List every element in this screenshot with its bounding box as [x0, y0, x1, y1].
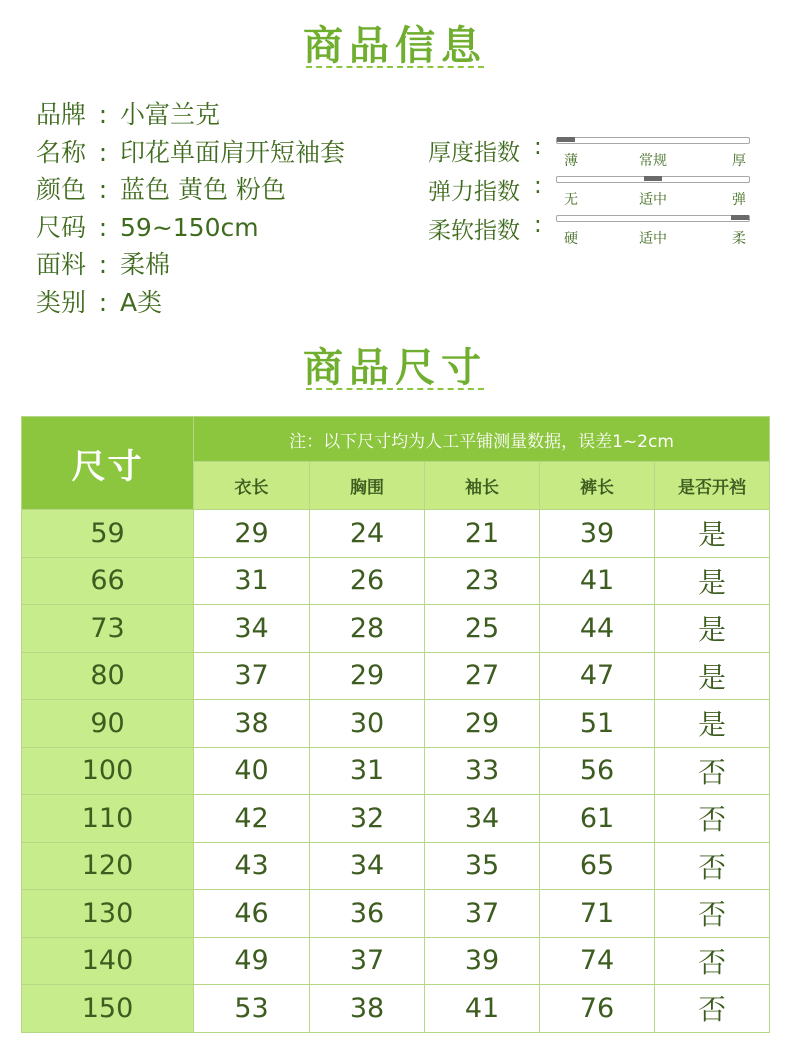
size-corner-header: 尺寸 — [22, 417, 194, 510]
info-key: 类别 — [36, 287, 87, 317]
size-cell: 90 — [22, 700, 194, 748]
table-cell: 41 — [540, 557, 655, 605]
size-cell: 73 — [22, 605, 194, 653]
table-row — [22, 747, 770, 795]
table-header-row — [22, 417, 770, 462]
info-separator: : — [98, 212, 108, 242]
scale-low: 薄 — [564, 153, 578, 169]
info-separator: : — [98, 100, 108, 129]
size-cell: 150 — [22, 985, 194, 1033]
scale-mid: 适中 — [639, 192, 667, 208]
size-cell: 140 — [22, 937, 194, 985]
column-header-pants: 裤长 — [540, 462, 655, 510]
softness-index — [428, 212, 758, 248]
table-cell: 34 — [194, 605, 310, 653]
scale-high: 厚 — [732, 153, 746, 169]
info-value: 柔棉 — [120, 250, 171, 279]
table-cell: 21 — [425, 510, 540, 558]
table-cell: 51 — [540, 700, 655, 748]
size-cell: 66 — [22, 557, 194, 605]
table-row — [22, 557, 770, 605]
index-marker — [644, 176, 662, 181]
table-cell: 否 — [655, 747, 770, 795]
scale-mid: 适中 — [639, 231, 667, 247]
index-colon: : — [534, 134, 542, 160]
table-cell: 71 — [540, 890, 655, 938]
table-cell: 否 — [655, 842, 770, 890]
table-cell: 是 — [655, 605, 770, 653]
size-section-title-underline — [306, 388, 484, 390]
product-info-title-underline — [306, 66, 484, 68]
index-label: 厚度指数 — [428, 140, 520, 166]
scale-high: 柔 — [732, 231, 746, 247]
table-cell: 23 — [425, 557, 540, 605]
size-cell: 110 — [22, 795, 194, 843]
index-scale — [556, 150, 750, 168]
table-cell: 74 — [540, 937, 655, 985]
index-scale — [556, 228, 750, 246]
info-key: 颜色 — [36, 175, 87, 204]
column-header-open-crotch: 是否开裆 — [655, 462, 770, 510]
table-cell: 29 — [310, 652, 425, 700]
table-cell: 47 — [540, 652, 655, 700]
table-row — [22, 985, 770, 1033]
info-value: 印花单面肩开短袖套 — [120, 137, 346, 167]
table-row — [22, 937, 770, 985]
measurement-note: 注：以下尺寸均为人工平铺测量数据，误差1~2cm — [194, 417, 770, 462]
table-cell: 24 — [310, 510, 425, 558]
table-cell: 26 — [310, 557, 425, 605]
table-cell: 否 — [655, 795, 770, 843]
info-separator: : — [98, 250, 108, 279]
size-cell: 59 — [22, 510, 194, 558]
index-label: 柔软指数 — [428, 218, 520, 244]
table-cell: 39 — [425, 937, 540, 985]
size-table — [21, 416, 770, 1033]
table-cell: 40 — [194, 747, 310, 795]
product-info-list — [36, 96, 345, 321]
info-key: 面料 — [36, 250, 87, 279]
product-info-title: 商品信息 — [303, 22, 487, 69]
table-row — [22, 652, 770, 700]
table-cell: 35 — [425, 842, 540, 890]
index-colon: : — [534, 173, 542, 199]
index-track — [556, 176, 750, 183]
table-cell: 76 — [540, 985, 655, 1033]
table-cell: 34 — [310, 842, 425, 890]
table-cell: 65 — [540, 842, 655, 890]
table-cell: 29 — [194, 510, 310, 558]
elasticity-index — [428, 173, 758, 209]
table-cell: 61 — [540, 795, 655, 843]
table-row — [22, 510, 770, 558]
info-key: 名称 — [36, 137, 87, 167]
size-cell: 100 — [22, 747, 194, 795]
table-cell: 否 — [655, 985, 770, 1033]
index-track — [556, 215, 750, 222]
table-cell: 49 — [194, 937, 310, 985]
scale-low: 硬 — [564, 231, 578, 247]
info-row-fabric — [36, 246, 345, 284]
table-cell: 31 — [310, 747, 425, 795]
info-row-size — [36, 209, 345, 247]
info-key: 尺码 — [36, 212, 87, 242]
table-cell: 53 — [194, 985, 310, 1033]
thickness-index — [428, 134, 758, 170]
index-marker — [557, 137, 575, 142]
table-cell: 42 — [194, 795, 310, 843]
table-cell: 34 — [425, 795, 540, 843]
table-cell: 33 — [425, 747, 540, 795]
table-row — [22, 890, 770, 938]
index-marker — [731, 215, 749, 220]
table-cell: 否 — [655, 937, 770, 985]
info-value: 59~150cm — [120, 212, 259, 242]
info-value: 小富兰克 — [120, 100, 221, 129]
index-track — [556, 137, 750, 144]
info-key: 品牌 — [36, 100, 87, 129]
table-cell: 56 — [540, 747, 655, 795]
table-cell: 25 — [425, 605, 540, 653]
info-separator: : — [98, 137, 108, 167]
column-header-sleeve: 袖长 — [425, 462, 540, 510]
column-header-chest: 胸围 — [310, 462, 425, 510]
size-table-body — [22, 510, 770, 1033]
table-cell: 38 — [194, 700, 310, 748]
table-cell: 否 — [655, 890, 770, 938]
table-cell: 43 — [194, 842, 310, 890]
index-label: 弹力指数 — [428, 179, 520, 205]
table-cell: 是 — [655, 510, 770, 558]
table-row — [22, 700, 770, 748]
table-cell: 是 — [655, 652, 770, 700]
scale-high: 弹 — [732, 192, 746, 208]
table-cell: 36 — [310, 890, 425, 938]
table-cell: 是 — [655, 557, 770, 605]
table-cell: 29 — [425, 700, 540, 748]
info-value: 蓝色 黄色 粉色 — [120, 175, 286, 204]
table-cell: 是 — [655, 700, 770, 748]
info-row-category — [36, 284, 345, 322]
table-row — [22, 842, 770, 890]
info-separator: : — [98, 175, 108, 204]
index-scale — [556, 189, 750, 207]
table-cell: 37 — [425, 890, 540, 938]
size-cell: 120 — [22, 842, 194, 890]
table-cell: 30 — [310, 700, 425, 748]
table-cell: 37 — [310, 937, 425, 985]
table-row — [22, 605, 770, 653]
index-colon: : — [534, 212, 542, 238]
table-cell: 32 — [310, 795, 425, 843]
info-value: A类 — [120, 287, 163, 317]
info-row-brand — [36, 96, 345, 134]
table-cell: 41 — [425, 985, 540, 1033]
table-cell: 27 — [425, 652, 540, 700]
scale-mid: 常规 — [639, 153, 667, 169]
table-cell: 37 — [194, 652, 310, 700]
info-row-color — [36, 171, 345, 209]
table-cell: 46 — [194, 890, 310, 938]
info-row-name — [36, 134, 345, 172]
table-cell: 38 — [310, 985, 425, 1033]
table-cell: 28 — [310, 605, 425, 653]
column-header-length: 衣长 — [194, 462, 310, 510]
size-cell: 80 — [22, 652, 194, 700]
table-cell: 31 — [194, 557, 310, 605]
table-cell: 39 — [540, 510, 655, 558]
scale-low: 无 — [564, 192, 578, 208]
size-section-title: 商品尺寸 — [303, 344, 487, 391]
table-row — [22, 795, 770, 843]
table-cell: 44 — [540, 605, 655, 653]
size-cell: 130 — [22, 890, 194, 938]
info-separator: : — [98, 287, 108, 317]
